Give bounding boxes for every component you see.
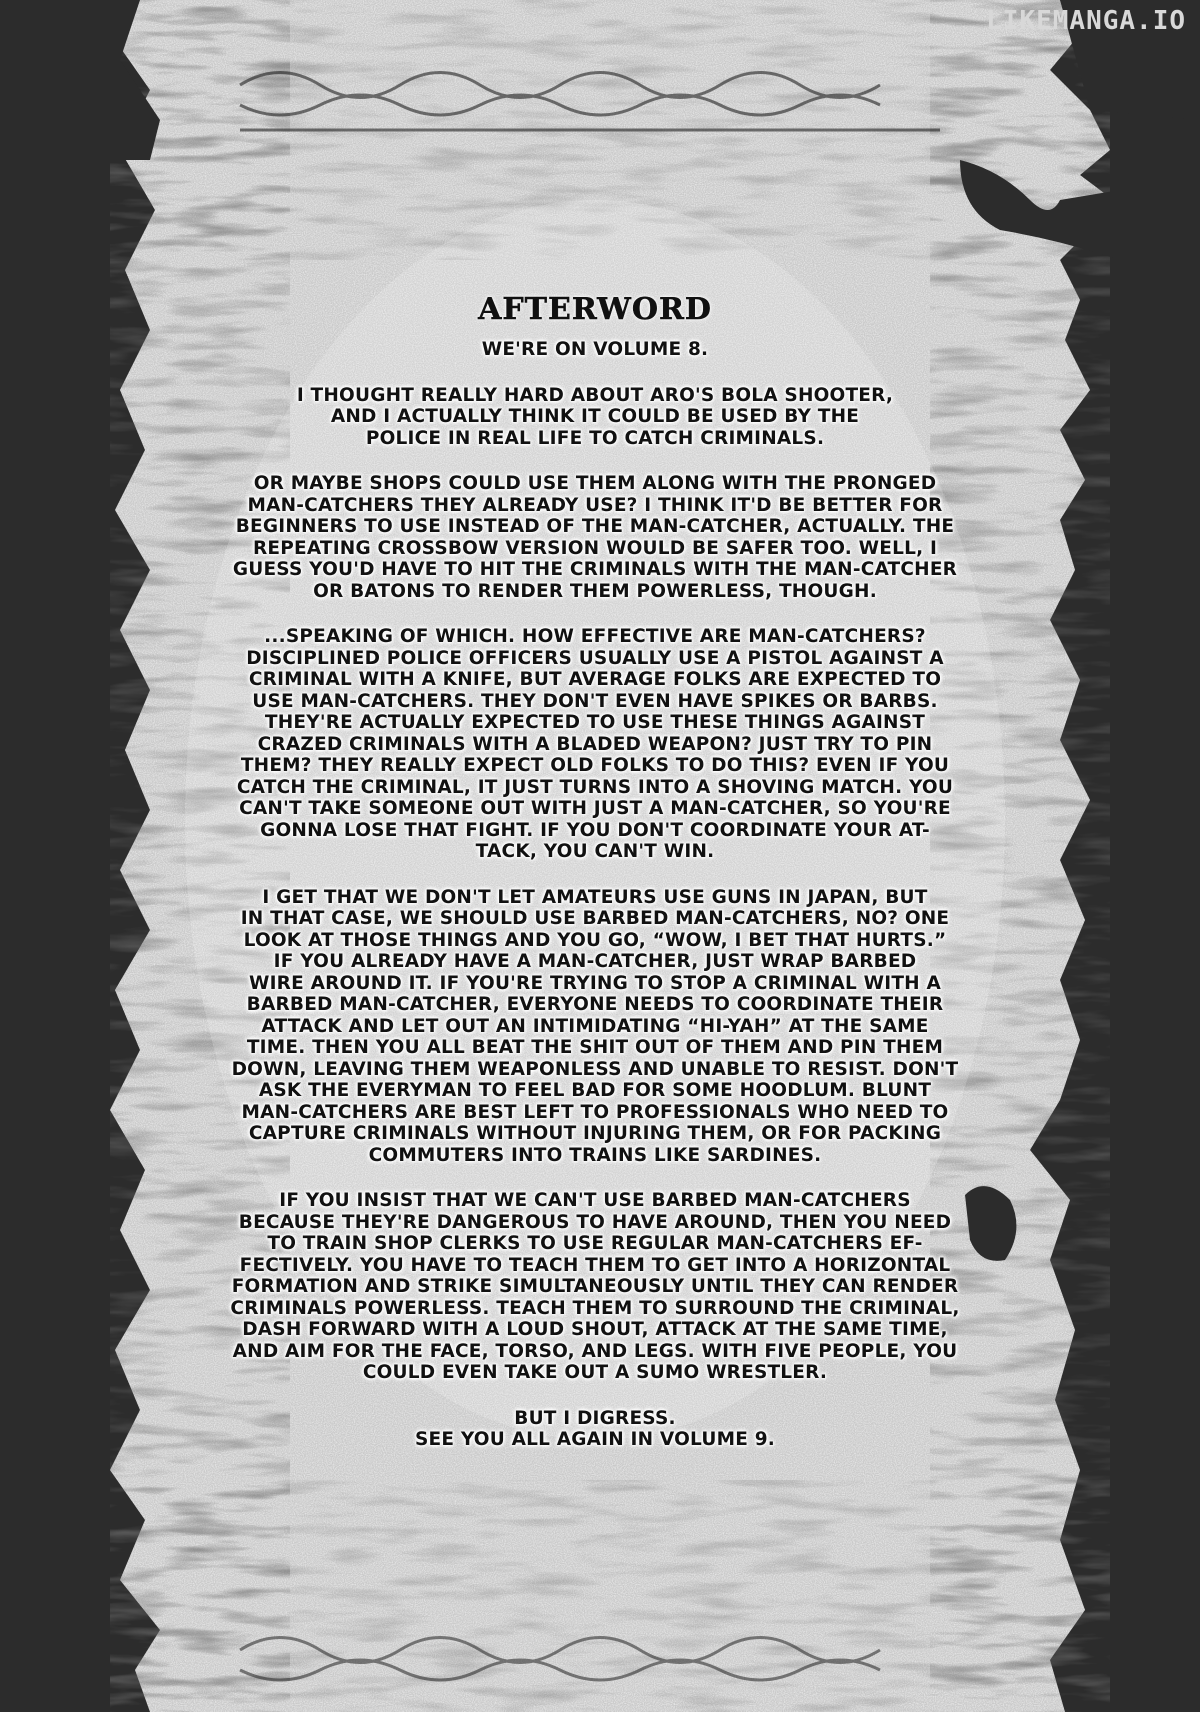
text-line: CAN'T TAKE SOMEONE OUT WITH JUST A MAN-CATCHER, SO YOU'RE xyxy=(239,798,951,819)
text-line: CRIMINAL WITH A KNIFE, BUT AVERAGE FOLKS ARE EXPECTED TO xyxy=(248,669,942,690)
text-line: CATCH THE CRIMINAL, IT JUST TURNS INTO A SHOVING MATCH. YOU xyxy=(236,776,954,798)
text-line: IN THAT CASE, WE SHOULD USE BARBED MAN-CATCHERS, NO? ONE xyxy=(240,908,950,929)
text-line: MAN-CATCHERS THEY ALREADY USE? I THINK IT'D BE BETTER FOR xyxy=(247,494,943,516)
paragraph xyxy=(210,887,980,1167)
text-line: TIME. THEN YOU ALL BEAT THE SHIT OUT OF THEM AND PIN THEM xyxy=(246,1037,944,1058)
text-line: COULD EVEN TAKE OUT A SUMO WRESTLER. xyxy=(362,1362,828,1383)
paragraph xyxy=(210,385,980,450)
text-line: FECTIVELY. YOU HAVE TO TEACH THEM TO GET INTO A HORIZONTAL xyxy=(239,1254,951,1276)
text-line: IF YOU INSIST THAT WE CAN'T USE BARBED MAN-CATCHERS xyxy=(279,1190,911,1211)
paragraph xyxy=(210,1408,980,1451)
text-line: OR MAYBE SHOPS COULD USE THEM ALONG WITH THE PRONGED xyxy=(253,473,937,494)
text-line: DISCIPLINED POLICE OFFICERS USUALLY USE A PISTOL AGAINST A xyxy=(246,647,944,669)
text-line: BUT I DIGRESS. xyxy=(514,1407,676,1429)
paragraph xyxy=(210,626,980,863)
page-title: AFTERWORD xyxy=(478,292,712,327)
text-line: I THOUGHT REALLY HARD ABOUT ARO'S BOLA SHOOTER, xyxy=(296,384,894,406)
text-line: DOWN, LEAVING THEM WEAPONLESS AND UNABLE TO RESIST. DON'T xyxy=(231,1058,959,1080)
text-line: POLICE IN REAL LIFE TO CATCH CRIMINALS. xyxy=(365,427,825,449)
text-line: FORMATION AND STRIKE SIMULTANEOUSLY UNTIL THEY CAN RENDER xyxy=(231,1276,959,1297)
text-line: CAPTURE CRIMINALS WITHOUT INJURING THEM, OR FOR PACKING xyxy=(248,1123,942,1144)
text-line: BEGINNERS TO USE INSTEAD OF THE MAN-CATCHER, ACTUALLY. THE xyxy=(235,516,955,537)
text-line: ATTACK AND LET OUT AN INTIMIDATING “HI-YAH” AT THE SAME xyxy=(261,1015,929,1037)
text-line: BECAUSE THEY'RE DANGEROUS TO HAVE AROUND, THEN YOU NEED xyxy=(238,1211,952,1233)
text-line: LOOK AT THOSE THINGS AND YOU GO, “WOW, I BET THAT HURTS.” xyxy=(243,929,947,951)
text-line: THEM? THEY REALLY EXPECT OLD FOLKS TO DO THIS? EVEN IF YOU xyxy=(240,755,950,776)
afterword-text-block xyxy=(210,292,980,1475)
text-line: THEY'RE ACTUALLY EXPECTED TO USE THESE THINGS AGAINST xyxy=(264,712,926,733)
text-line: CRAZED CRIMINALS WITH A BLADED WEAPON? JUST TRY TO PIN xyxy=(257,733,933,755)
text-line: ASK THE EVERYMAN TO FEEL BAD FOR SOME HOODLUM. BLUNT xyxy=(258,1080,932,1101)
text-line: AND I ACTUALLY THINK IT COULD BE USED BY THE xyxy=(330,406,860,427)
paragraph xyxy=(210,1190,980,1384)
text-line: WIRE AROUND IT. IF YOU'RE TRYING TO STOP A CRIMINAL WITH A xyxy=(248,972,942,994)
text-line: MAN-CATCHERS ARE BEST LEFT TO PROFESSIONALS WHO NEED TO xyxy=(241,1101,949,1123)
text-line: GUESS YOU'D HAVE TO HIT THE CRIMINALS WITH THE MAN-CATCHER xyxy=(232,559,958,580)
text-line: ...SPEAKING OF WHICH. HOW EFFECTIVE ARE MAN-CATCHERS? xyxy=(264,626,926,647)
text-line: COMMUTERS INTO TRAINS LIKE SARDINES. xyxy=(368,1144,822,1166)
text-line: IF YOU ALREADY HAVE A MAN-CATCHER, JUST WRAP BARBED xyxy=(273,951,917,972)
text-line: CRIMINALS POWERLESS. TEACH THEM TO SURROUND THE CRIMINAL, xyxy=(230,1297,960,1319)
text-line: GONNA LOSE THAT FIGHT. IF YOU DON'T COORDINATE YOUR AT- xyxy=(260,819,930,841)
text-line: AND AIM FOR THE FACE, TORSO, AND LEGS. WITH FIVE PEOPLE, YOU xyxy=(232,1340,958,1362)
text-line: DASH FORWARD WITH A LOUD SHOUT, ATTACK AT THE SAME TIME, xyxy=(242,1319,948,1340)
paragraph xyxy=(210,339,980,361)
text-line: TACK, YOU CAN'T WIN. xyxy=(475,841,715,862)
afterword-paragraphs xyxy=(210,339,980,1451)
text-line: I GET THAT WE DON'T LET AMATEURS USE GUNS IN JAPAN, BUT xyxy=(262,886,928,908)
text-line: OR BATONS TO RENDER THEM POWERLESS, THOUGH. xyxy=(313,580,877,602)
site-watermark: LIKEMANGA.IO xyxy=(986,6,1186,36)
paragraph xyxy=(210,473,980,602)
text-line: REPEATING CROSSBOW VERSION WOULD BE SAFER TOO. WELL, I xyxy=(252,537,938,559)
text-line: SEE YOU ALL AGAIN IN VOLUME 9. xyxy=(415,1429,775,1450)
text-line: BARBED MAN-CATCHER, EVERYONE NEEDS TO COORDINATE THEIR xyxy=(246,994,944,1015)
text-line: WE'RE ON VOLUME 8. xyxy=(481,339,709,360)
text-line: USE MAN-CATCHERS. THEY DON'T EVEN HAVE SPIKES OR BARBS. xyxy=(252,690,938,712)
text-line: TO TRAIN SHOP CLERKS TO USE REGULAR MAN-CATCHERS EF- xyxy=(267,1233,923,1254)
